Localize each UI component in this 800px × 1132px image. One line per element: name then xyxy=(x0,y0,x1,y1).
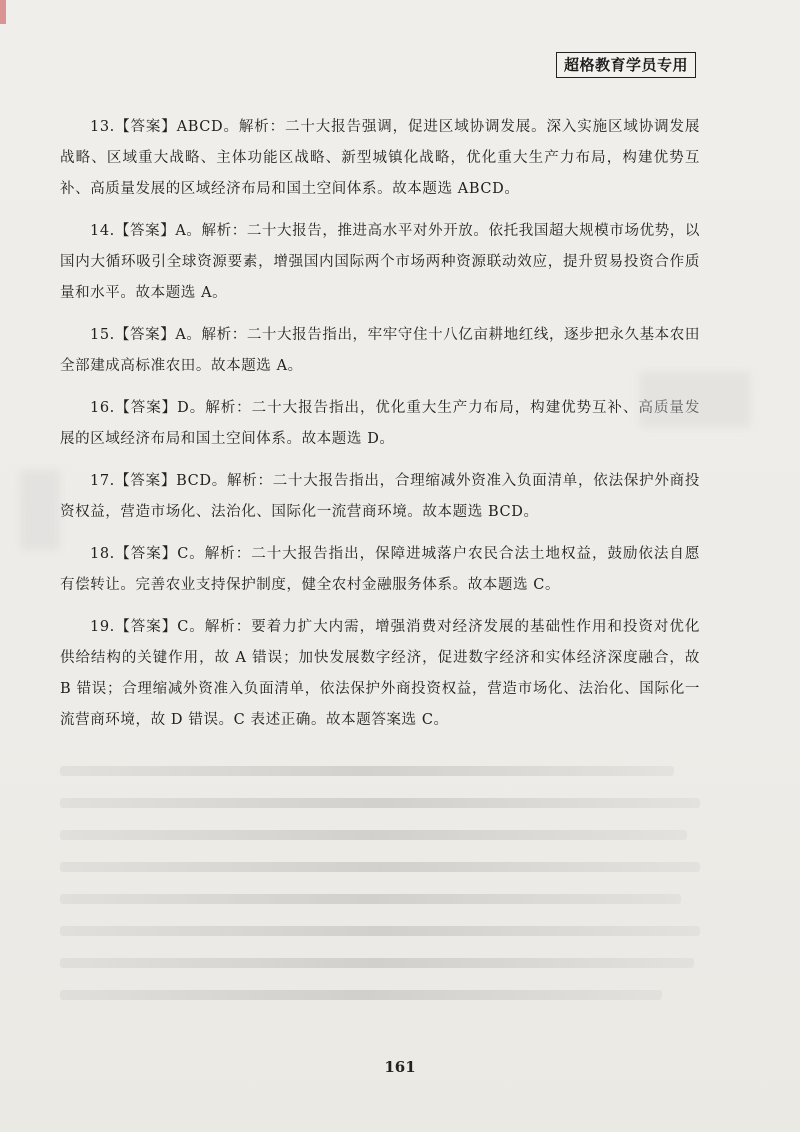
answer-text: A。解析：二十大报告，推进高水平对外开放。依托我国超大规模市场优势，以国内大循环吸引全球资源要素，增强国内国际两个市场两种资源联动效应，提升贸易投资合作质量和水平。故本题选 A。 xyxy=(60,223,700,301)
answer-number: 15. xyxy=(90,327,115,343)
answer-number: 19. xyxy=(90,619,115,635)
answer-number: 14. xyxy=(90,223,115,239)
page-number: 161 xyxy=(384,1058,416,1076)
answer-item-17 xyxy=(60,466,700,528)
faded-line xyxy=(60,926,700,936)
answer-item-15 xyxy=(60,320,700,382)
faded-line xyxy=(60,894,681,904)
answer-number: 17. xyxy=(90,473,115,489)
faded-line xyxy=(60,830,687,840)
answer-item-13 xyxy=(60,112,700,205)
answer-item-16 xyxy=(60,393,700,455)
answer-text: C。解析：二十大报告指出，保障进城落户农民合法土地权益，鼓励依法自愿有偿转让。完善农业支持保护制度，健全农村金融服务体系。故本题选 C。 xyxy=(60,546,700,593)
answer-label: 【答案】 xyxy=(114,473,177,489)
faded-line xyxy=(60,990,662,1000)
faded-block xyxy=(20,470,60,550)
answer-label: 【答案】 xyxy=(114,546,178,562)
answer-text: C。解析：要着力扩大内需，增强消费对经济发展的基础性作用和投资对优化供给结构的关键作用，故 A 错误；加快发展数字经济，促进数字经济和实体经济深度融合，故 B 错误；合理缩减外资准入负面清单，依法保护外商投资权益，营造市场化、法治化、国际化一流营商环境，故 D 错误。C 表述正确。故本题答案选 C。 xyxy=(60,619,700,728)
answer-text: D。解析：二十大报告指出，优化重大生产力布局，构建优势互补、高质量发展的区域经济布局和国土空间体系。故本题选 D。 xyxy=(60,400,700,447)
answer-number: 13. xyxy=(90,119,115,135)
answer-list xyxy=(60,112,700,747)
answer-text: BCD。解析：二十大报告指出，合理缩减外资准入负面清单，依法保护外商投资权益，营造市场化、法治化、国际化一流营商环境。故本题选 BCD。 xyxy=(60,473,700,520)
answer-text: ABCD。解析：二十大报告强调，促进区域协调发展。深入实施区域协调发展战略、区域重大战略、主体功能区战略、新型城镇化战略，优化重大生产力布局，构建优势互补、高质量发展的区域经济布局和国土空间体系。故本题选 ABCD。 xyxy=(60,119,700,197)
answer-label: 【答案】 xyxy=(114,400,178,416)
answer-label: 【答案】 xyxy=(114,619,178,635)
answer-label: 【答案】 xyxy=(114,119,177,135)
answer-item-18 xyxy=(60,539,700,601)
faded-line xyxy=(60,958,694,968)
answer-label: 【答案】 xyxy=(114,327,176,343)
bleed-through-text xyxy=(60,766,700,1022)
faded-line xyxy=(60,798,700,808)
header-badge: 超格教育学员专用 xyxy=(556,52,696,78)
answer-number: 16. xyxy=(90,400,115,416)
page-edge-mark xyxy=(0,0,6,24)
faded-block xyxy=(640,372,750,427)
answer-item-14 xyxy=(60,216,700,309)
answer-item-19 xyxy=(60,612,700,736)
faded-line xyxy=(60,862,700,872)
answer-text: A。解析：二十大报告指出，牢牢守住十八亿亩耕地红线，逐步把永久基本农田全部建成高标准农田。故本题选 A。 xyxy=(60,327,700,374)
answer-label: 【答案】 xyxy=(114,223,176,239)
faded-line xyxy=(60,766,674,776)
answer-number: 18. xyxy=(90,546,115,562)
